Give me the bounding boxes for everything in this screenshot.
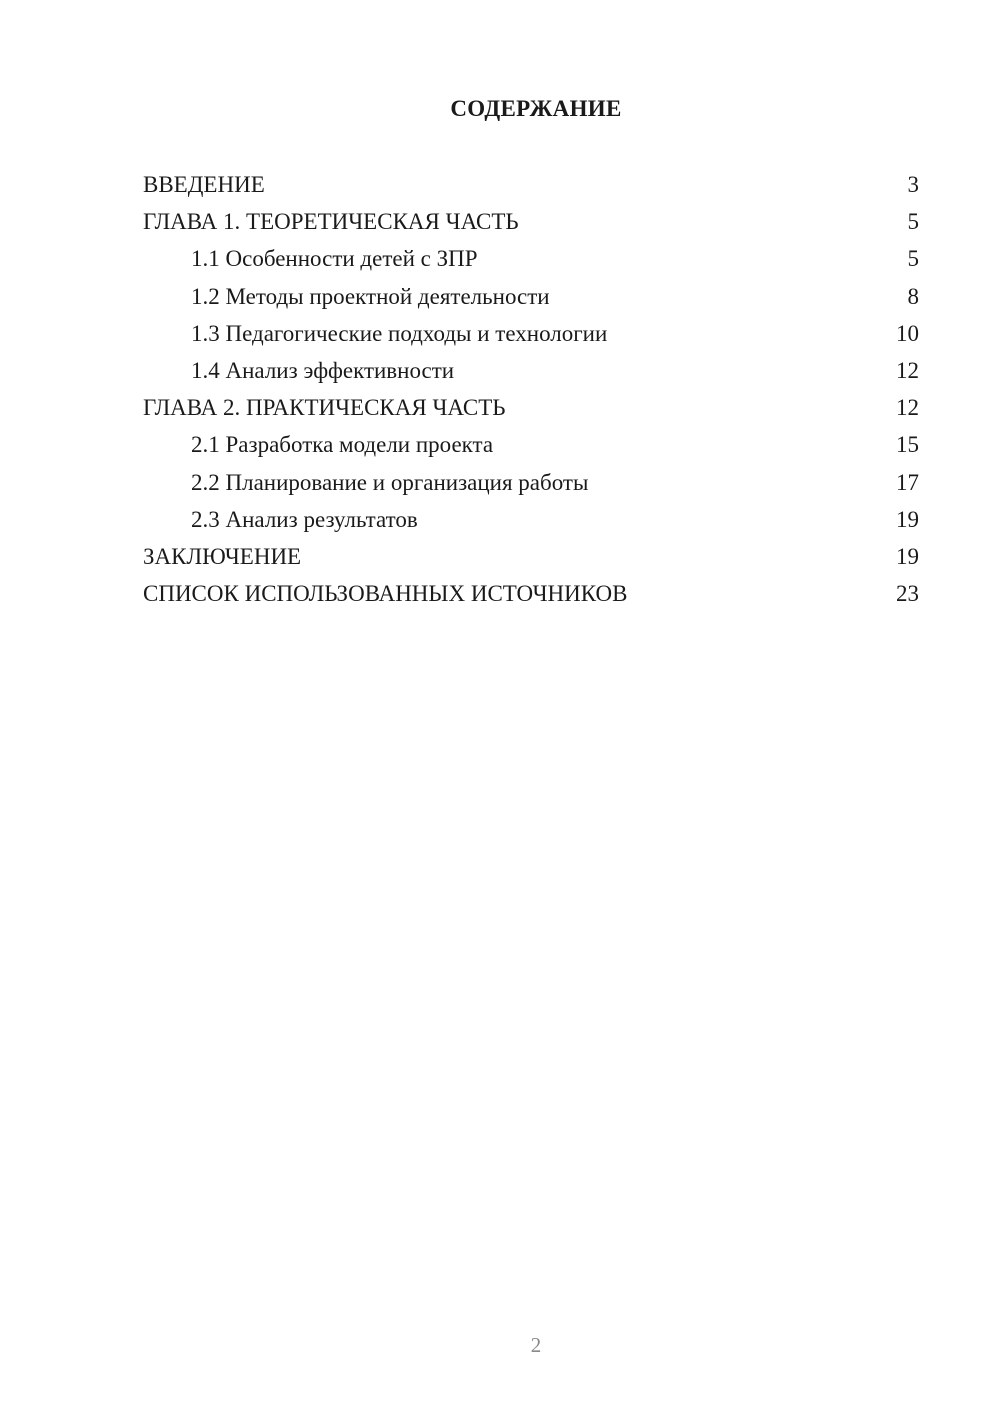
toc-entry-page: 19 bbox=[896, 543, 919, 569]
toc-entry-page: 8 bbox=[907, 283, 919, 309]
toc-entry-label: ЗАКЛЮЧЕНИЕ bbox=[143, 543, 302, 569]
toc-entry-page: 19 bbox=[896, 506, 919, 532]
toc-entry-section-2-1 bbox=[143, 428, 919, 465]
toc-entry-label: 2.2 Планирование и организация работы bbox=[191, 469, 589, 495]
toc-entry-section-1-4 bbox=[143, 354, 919, 391]
toc-entry-label: СПИСОК ИСПОЛЬЗОВАННЫХ ИСТОЧНИКОВ bbox=[143, 581, 628, 607]
toc-entry-page: 15 bbox=[896, 432, 919, 458]
toc-entry-conclusion bbox=[143, 540, 919, 577]
toc-entry-section-1-2 bbox=[143, 280, 919, 317]
toc-entry-chapter-1 bbox=[143, 205, 919, 242]
toc-heading: СОДЕРЖАНИЕ bbox=[450, 96, 622, 121]
toc-entry-page: 10 bbox=[896, 320, 919, 346]
toc-entry-section-1-3 bbox=[143, 317, 919, 354]
toc-entry-label: ГЛАВА 2. ПРАКТИЧЕСКАЯ ЧАСТЬ bbox=[143, 395, 506, 421]
toc-entry-section-2-2 bbox=[143, 466, 919, 503]
toc-entry-page: 17 bbox=[896, 469, 919, 495]
toc-entry-label: 1.3 Педагогические подходы и технологии bbox=[191, 320, 608, 346]
toc-entry-label: 1.1 Особенности детей с ЗПР bbox=[191, 246, 478, 272]
toc-entry-label: 2.3 Анализ результатов bbox=[191, 506, 418, 532]
toc-entry-label: ВВЕДЕНИЕ bbox=[143, 172, 265, 197]
toc-entry-page: 12 bbox=[896, 395, 919, 421]
toc-entry-section-2-3 bbox=[143, 503, 919, 540]
toc-entry-page: 12 bbox=[896, 357, 919, 383]
toc-entry-chapter-2 bbox=[143, 391, 919, 428]
toc-entry-label: 2.1 Разработка модели проекта bbox=[191, 432, 494, 458]
toc-entry-introduction bbox=[143, 168, 919, 205]
toc-entry-label: 1.2 Методы проектной деятельности bbox=[191, 283, 550, 309]
toc-entry-page: 3 bbox=[907, 172, 919, 197]
toc-entry-references bbox=[143, 577, 919, 614]
toc-entry-section-1-1 bbox=[143, 242, 919, 279]
page-number: 2 bbox=[530, 1333, 542, 1357]
toc-entry-page: 23 bbox=[896, 581, 919, 607]
toc-entry-label: 1.4 Анализ эффективности bbox=[191, 357, 455, 383]
toc-entry-page: 5 bbox=[907, 246, 919, 272]
toc-entry-label: ГЛАВА 1. ТЕОРЕТИЧЕСКАЯ ЧАСТЬ bbox=[143, 209, 519, 235]
table-of-contents bbox=[143, 168, 919, 614]
toc-entry-page: 5 bbox=[907, 209, 919, 235]
